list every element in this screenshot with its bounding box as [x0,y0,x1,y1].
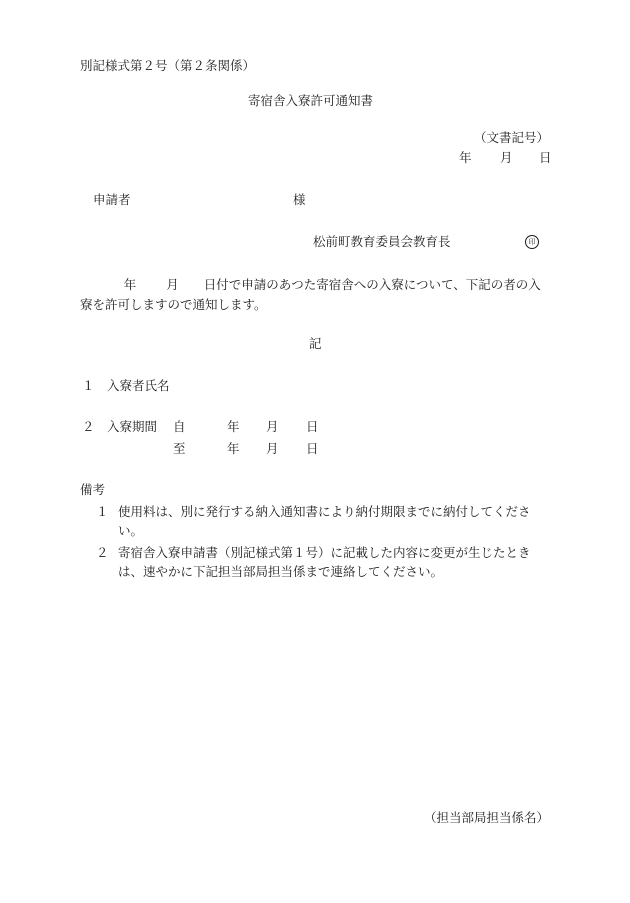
from-label: 自 [173,419,186,434]
body-year: 年 [123,277,137,292]
issue-date [0,152,630,166]
ki-heading: 記 [309,336,322,351]
remark-2 [96,543,552,581]
to-label: 至 [173,441,186,456]
item-1-number: １ [82,378,95,393]
applicant-line [0,194,630,208]
contact-department: （担当部局担当係名） [424,810,550,825]
remark-2-number: ２ [96,545,109,560]
remark-1 [96,502,552,540]
from-year: 年 [227,419,240,434]
date-month: 月 [500,150,513,165]
remarks-heading: 備考 [80,482,106,497]
document-title: 寄宿舎入寮許可通知書 [248,93,374,108]
document-number: （文書記号） [474,130,550,145]
remark-1-number: １ [96,504,109,519]
to-month: 月 [266,441,279,456]
form-label: 別記様式第２号（第２条関係） [80,58,256,73]
to-year: 年 [227,441,240,456]
item-2-label: 入寮期間 [107,419,158,434]
body-text: 日付で申請のあつた寄宿舎への入寮について、下記の者の入寮を許可しますので通知します。 [80,277,541,312]
from-day: 日 [306,419,319,434]
item-2-from [0,421,630,435]
from-month: 月 [266,419,279,434]
item-2-number: ２ [82,419,95,434]
date-day: 日 [539,150,552,165]
to-day: 日 [306,441,319,456]
date-year: 年 [459,150,472,165]
applicant-label: 申請者 [93,192,131,207]
issuer-line [0,236,630,250]
body-month: 月 [166,277,179,292]
item-1 [0,380,630,394]
remark-1-text: 使用料は、別に発行する納入通知書により納付期限までに納付してください。 [118,504,531,538]
seal-mark: 印 [525,235,539,249]
notice-body [80,275,552,315]
remark-2-text: 寄宿舎入寮申請書（別記様式第１号）に記載した内容に変更が生じたときは、速やかに下記担当部局担当係まで連絡してください。 [118,545,531,579]
issuer-name: 松前町教育委員会教育長 [313,234,451,249]
item-2-to [0,443,630,457]
item-1-label: 入寮者氏名 [107,378,170,393]
applicant-honorific: 様 [293,192,306,207]
